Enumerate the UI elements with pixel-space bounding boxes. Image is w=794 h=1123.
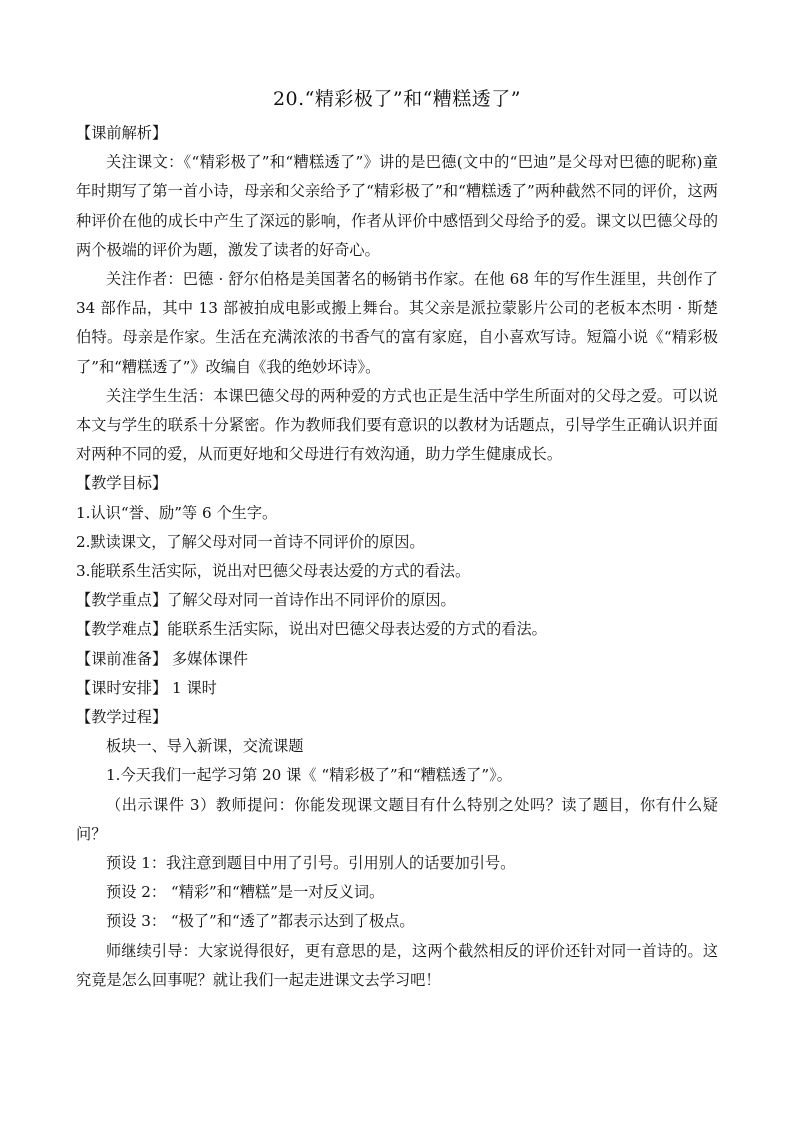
schedule-text: 1 课时 bbox=[167, 678, 217, 697]
schedule-line bbox=[76, 674, 718, 703]
key-point-text: 了解父母对同一首诗作出不同评价的原因。 bbox=[167, 591, 456, 610]
preset-two: 预设 2： “精彩”和“糟糕”是一对反义词。 bbox=[106, 883, 385, 902]
goals-heading: 【教学目标】 bbox=[76, 474, 168, 493]
difficulty-text: 能联系生活实际，说出对巴德父母表达爱的方式的看法。 bbox=[167, 620, 547, 639]
pre-analysis-heading: 【课前解析】 bbox=[76, 124, 168, 142]
difficulty-line bbox=[76, 615, 718, 644]
goal-item: 2.默读课文，了解父母对同一首诗不同评价的原因。 bbox=[76, 532, 425, 551]
teacher-guide-paragraph: 师继续引导：大家说得很好，更有意思的是，这两个截然相反的评价还针对同一首诗的。这究竟是怎么回事呢？就让我们一起走进课文去学习吧！ bbox=[76, 941, 718, 989]
lesson-title: 20.“精彩极了”和“糟糕透了” bbox=[272, 88, 522, 110]
author-focus-paragraph: 关注作者：巴德 · 舒尔伯格是美国著名的畅销书作家。在他 68 年的写作生涯里，共创作了 34 部作品，其中 13 部被拍成电影或搬上舞台。其父亲是派拉蒙影片公司的老板本杰明 · 斯楚伯特。母亲是作家。生活在充满浓浓的书香气的富有家庭，自小喜欢写诗。短篇小说《“精彩极了”和“糟糕透了”》改编自《我的绝妙坏诗》。 bbox=[76, 270, 718, 376]
prep-label: 【课前准备】 bbox=[76, 649, 168, 668]
schedule-label: 【课时安排】 bbox=[76, 678, 168, 697]
block-one-heading: 板块一、导入新课，交流课题 bbox=[106, 737, 304, 756]
process-heading: 【教学过程】 bbox=[76, 708, 168, 727]
goal-item: 3.能联系生活实际，说出对巴德父母表达爱的方式的看法。 bbox=[76, 562, 471, 581]
student-focus-paragraph: 关注学生生活：本课巴德父母的两种爱的方式也正是生活中学生所面对的父母之爱。可以说本文与学生的联系十分紧密。作为教师我们要有意识的以教材为话题点，引导学生正确认识并面对两种不同的爱，从而更好地和父母进行有效沟通，助力学生健康成长。 bbox=[76, 386, 718, 464]
goal-item: 1.认识“誉、励”等 6 个生字。 bbox=[76, 503, 278, 522]
key-point-line bbox=[76, 586, 718, 615]
preset-three: 预设 3： “极了”和“透了”都表示达到了极点。 bbox=[106, 912, 415, 931]
courseware-question: （出示课件 3）教师提问：你能发现课文题目有什么特别之处吗？读了题目，你有什么疑问？ bbox=[76, 795, 718, 843]
difficulty-label: 【教学难点】 bbox=[76, 620, 168, 639]
prep-line bbox=[76, 645, 718, 674]
text-focus-paragraph: 关注课文：《“精彩极了”和“糟糕透了”》讲的是巴德(文中的“巴迪”是父母对巴德的昵称)童年时期写了第一首小诗，母亲和父亲给予了“精彩极了”和“糟糕透了”两种截然不同的评价，这两种评价在他的成长中产生了深远的影响，作者从评价中感悟到父母给予的爱。课文以巴德父母的两个极端的评价为题，激发了读者的好奇心。 bbox=[76, 153, 718, 259]
document-page bbox=[76, 86, 718, 995]
prep-text: 多媒体课件 bbox=[167, 649, 248, 668]
preset-one: 预设 1：我注意到题目中用了引号。引用别人的话要加引号。 bbox=[106, 854, 516, 873]
key-point-label: 【教学重点】 bbox=[76, 591, 168, 610]
step-one-text: 1.今天我们一起学习第 20 课《 “精彩极了”和“糟糕透了”》。 bbox=[106, 766, 512, 785]
